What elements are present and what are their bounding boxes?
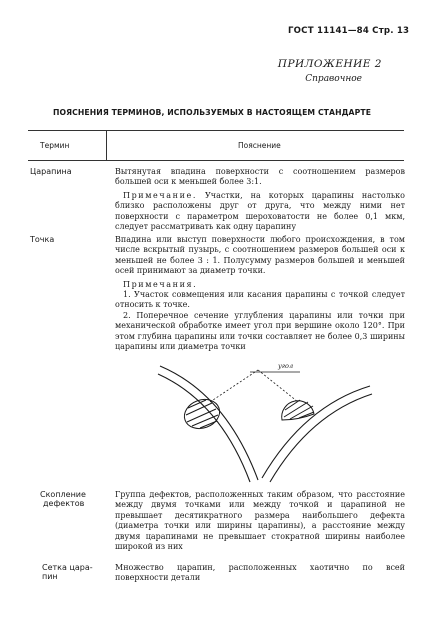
term-grid [42,563,93,581]
page-header: ГОСТ 11141—84 Стр. 13 [288,26,410,36]
definition-scratch [115,167,405,232]
left-defect [180,395,223,434]
right-surface-inner [262,386,370,478]
cross-section-figure [150,362,380,484]
notes-point-label: Примечания. [123,279,198,289]
column-header-term: Термин [40,141,70,150]
appendix-title: ПРИЛОЖЕНИЕ 2 [277,58,382,70]
column-header-explanation: Пояснение [238,141,281,150]
definition-cluster-text: Группа дефектов, расположенных таким образом, что расстояние между двумя точками или между точкой и царапиной не превышает десятикратного размера наибольшего дефекта (диаметра точки или ширины царапины), а расстояние между двумя царапинами не превышает стократной ширины наиболее широкой из них [115,490,405,552]
note-point-2: 2. Поперечное сечение углубления царапины или точки при механической обработке имеет угол при вершине около 120°. При этом глубина царапины или точки составляет не более 0,3 ширины царапины или диаметра точки [115,310,405,352]
definition-cluster [115,490,405,552]
note-scratch [115,191,405,233]
definition-point-text: Впадина или выступ поверхности любого происхождения, в том числе вскрытый пузырь, с соотношением размеров большей оси к меньшей не более 3 : 1. Полусумму размеров большей и меньшей осей принимают за диаметр точки. [115,235,405,276]
table-top-rule [28,130,404,131]
definition-point [115,235,405,352]
term-grid-line1: Сетка цара- [42,563,93,572]
angle-label: угол [278,362,294,370]
term-cluster-line1: Скопление [40,490,86,499]
note-scratch-text: Участки, на которых царапины настолько близко расположены друг от друга, что между ними нет поверхности с параметром шероховатости не более 0,1 мкм, следует рассматривать как одну царапину [115,190,405,232]
note-point-1: 1. Участок совмещения или касания царапины с точкой следует относить к точке. [115,290,405,310]
table-header-rule [28,160,404,161]
term-cluster [40,490,86,508]
note-scratch-label: Примечание. [123,190,197,200]
term-cluster-line2: дефектов [43,499,85,508]
definition-grid [115,563,405,584]
term-point: Точка [30,235,55,244]
definition-grid-text: Множество царапин, расположенных хаотично по всей поверхности детали [115,563,405,583]
table-column-divider [106,130,107,160]
definition-scratch-text: Вытянутая впадина поверхности с соотношением размеров большей оси к меньшей более 3:1. [115,167,405,187]
term-grid-line2: пин [42,572,58,581]
section-title: ПОЯСНЕНИЯ ТЕРМИНОВ, ИСПОЛЬЗУЕМЫХ В НАСТОЯЩЕМ СТАНДАРТЕ [52,108,372,117]
term-scratch: Царапина [30,167,72,176]
angle-indicator [210,370,300,402]
appendix-subtitle: Справочное [305,74,362,84]
right-defect [282,400,314,420]
